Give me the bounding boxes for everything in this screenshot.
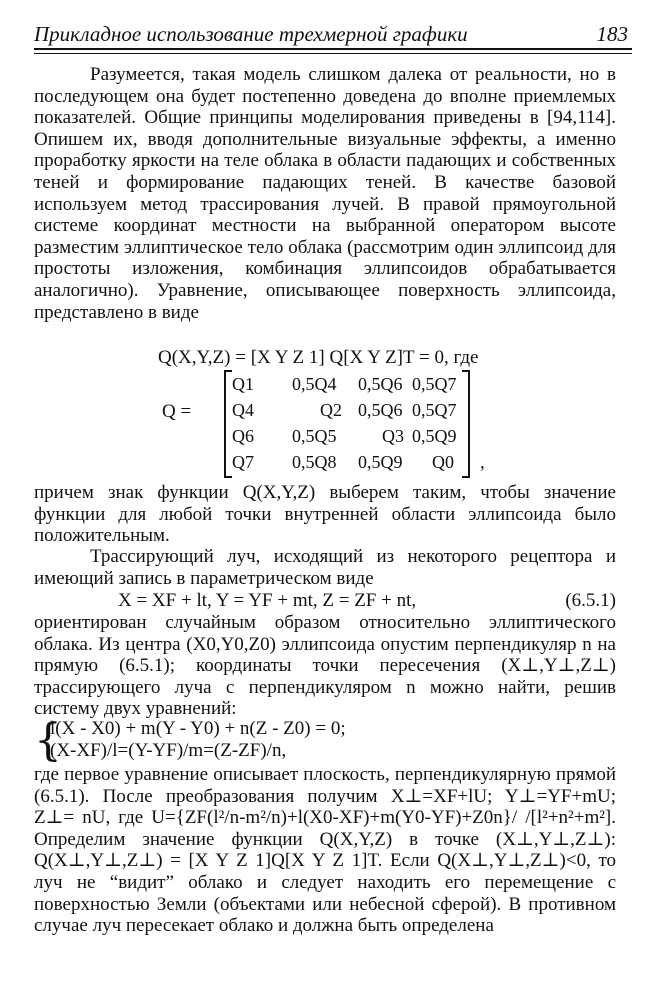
paragraph-text: Разумеется, такая модель слишком далека от реальности, но в последующем она будет постепенно доведена до вполне приемлемых показателей. Общие принципы моделирования приведены в [94,114]. Опишем их, вводя дополнительные визуальные эффекты, а именно проработку яркости на теле облака в области падающих и собственных теней и формирование падающих теней. В качестве базовой используем метод трассирования лучей. В правой прямоугольной системе координат местности на выбранной оператором высоте разместим эллиптическое тело облака (рассмотрим один эллипсоид для простоты изложения, комбинация эллипсоидов обрабатывается аналогично). Уравнение, описывающее поверхность эллипсоида, представлено в виде (34, 64, 616, 323)
equation-quadric: Q(X,Y,Z) = [X Y Z 1] Q[X Y Z]T = 0, где (158, 347, 479, 368)
page-number: 183 (596, 22, 628, 46)
paragraph-conclusion (34, 764, 616, 937)
matrix-cell: 0,5Q5 (292, 426, 337, 446)
paragraph-text: где первое уравнение описывает плоскость, перпендикулярную прямой (6.5.1). После преобразования получим X⊥=XF+lU; Y⊥=YF+mU; Z⊥= nU, где U={ZF(l²/n-m²/n)+l(X0-XF)+m(Y0-YF)+Z0n}/ /[l²+n²+m²]. Определим значение функции Q(X,Y,Z) в точке (X⊥,Y⊥,Z⊥): Q(X⊥,Y⊥,Z⊥) = [X Y Z 1]Q[X Y Z 1]T. Если Q(X⊥,Y⊥,Z⊥)<0, то луч не “видит” облако и следует находить его перемещение с поверхностью Земли (объектами или небесной сферой). В противном случае луч пересекает облако и должна быть определена (34, 764, 616, 937)
matrix-cell: 0,5Q9 (412, 426, 457, 446)
matrix-cell: Q4 (232, 400, 254, 420)
paragraph-sign (34, 482, 616, 547)
matrix-cell: Q0 (432, 452, 454, 472)
paragraph-text: ориентирован случайным образом относительно эллиптического облака. Из центра (X0,Y0,Z0) эллипсоида опустим перпендикуляр n на прямую (6.5.1); координаты точки пересечения (X⊥,Y⊥,Z⊥) трассирующего луча с перпендикуляром n можно найти, решив систему двух уравнений: (34, 612, 616, 720)
paragraph-intro (34, 64, 616, 323)
equation-ray: X = XF + lt, Y = YF + mt, Z = ZF + nt, (118, 590, 417, 611)
matrix-label: Q = (162, 401, 192, 422)
matrix-cell: 0,5Q6 (358, 400, 403, 420)
header-rule-thick (34, 48, 632, 50)
matrix-cell: Q2 (320, 400, 342, 420)
system-equation-1: l(X - X0) + m(Y - Y0) + n(Z - Z0) = 0; (50, 718, 346, 739)
matrix-trailing-comma: , (480, 452, 485, 473)
header-title: Прикладное использование трехмерной графики (34, 22, 468, 46)
paragraph-ray (34, 546, 616, 589)
matrix-cell: 0,5Q7 (412, 374, 457, 394)
header-rule-thin (34, 53, 632, 54)
equation-number: (6.5.1) (565, 590, 616, 611)
matrix-q (162, 370, 492, 480)
system-brace: { (34, 715, 62, 766)
matrix-cell: 0,5Q4 (292, 374, 337, 394)
paragraph-orientation (34, 612, 616, 720)
matrix-cell: 0,5Q6 (358, 374, 403, 394)
equation-system (34, 715, 616, 766)
equation-ray-line (34, 590, 616, 612)
matrix-cell: Q3 (382, 426, 404, 446)
matrix-left-bracket (224, 370, 232, 478)
paragraph-text: Трассирующий луч, исходящий из некоторого рецептора и имеющий запись в параметрическом виде (34, 546, 616, 589)
system-equation-2: (X-XF)/l=(Y-YF)/m=(Z-ZF)/n, (50, 740, 287, 761)
running-header (34, 22, 632, 46)
matrix-cell: 0,5Q9 (358, 452, 403, 472)
matrix-cell: 0,5Q7 (412, 400, 457, 420)
matrix-cell: Q1 (232, 374, 254, 394)
matrix-cell: Q7 (232, 452, 254, 472)
paragraph-text: причем знак функции Q(X,Y,Z) выберем таким, чтобы значение функции для любой точки внутренней области эллипсоида было положительным. (34, 482, 616, 547)
matrix-cell: 0,5Q8 (292, 452, 337, 472)
matrix-right-bracket (462, 370, 470, 478)
matrix-cell: Q6 (232, 426, 254, 446)
